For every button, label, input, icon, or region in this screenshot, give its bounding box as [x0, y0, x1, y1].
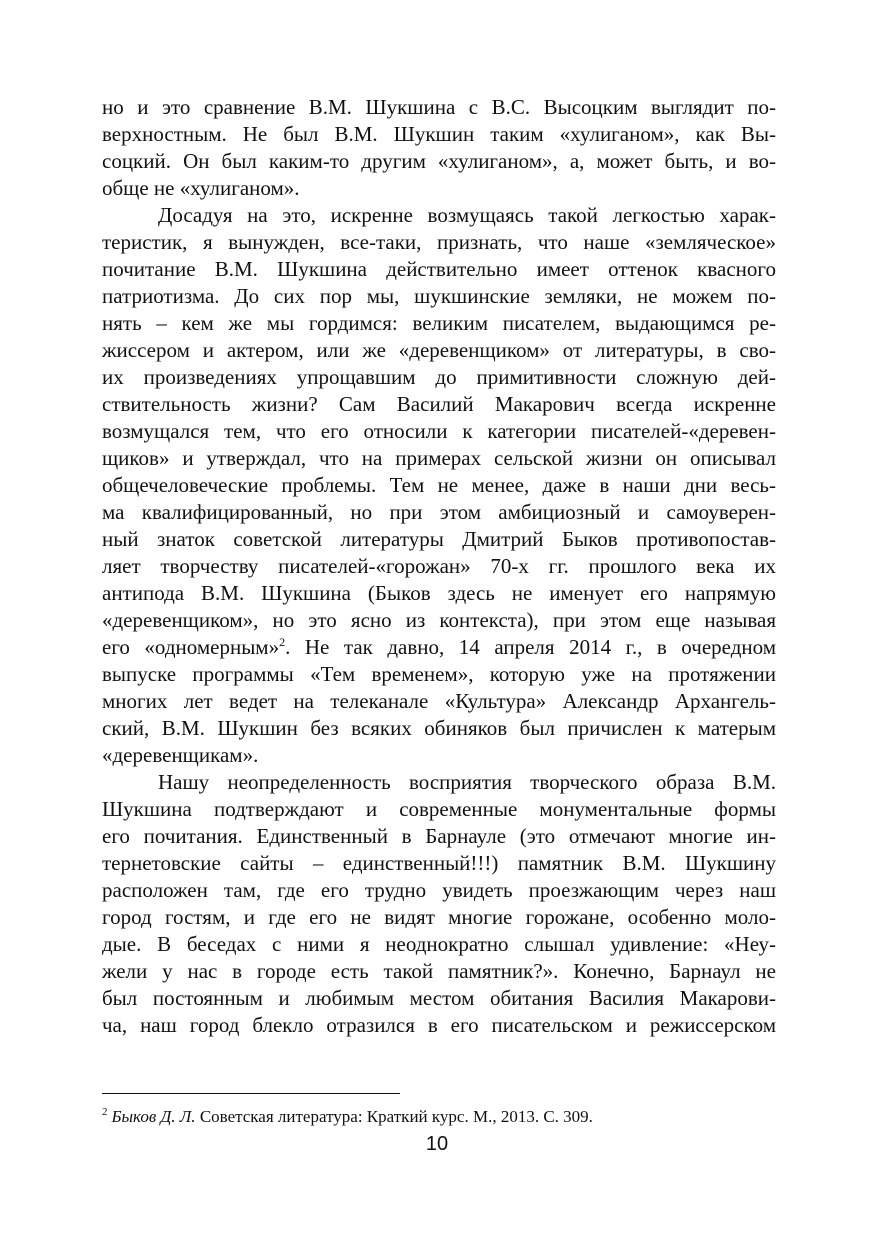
paragraph-2 — [102, 202, 776, 769]
text-line: многих лет ведет на телеканале «Культура» Александр Архангель- — [102, 689, 776, 713]
text-line: ча, наш город блекло отразился в его писательском и режиссерском — [102, 1013, 776, 1037]
text-line: обще не «хулиганом». — [102, 176, 300, 200]
text-line: но и это сравнение В.М. Шукшина с В.С. Высоцким выглядит по- — [102, 95, 776, 119]
text-fragment: его «одномерным» — [102, 635, 280, 659]
text-line: жиссером и актером, или же «деревенщиком» от литературы, в сво- — [102, 338, 776, 362]
text-line: антипода В.М. Шукшина (Быков здесь не именует его напрямую — [102, 581, 776, 605]
text-line: их произведениях упрощавшим до примитивности сложную дей- — [102, 365, 776, 389]
text-line: был постоянным и любимым местом обитания Василия Макарови- — [102, 986, 776, 1010]
footnote-marker[interactable]: 2 — [279, 635, 286, 649]
text-line: его почитания. Единственный в Барнауле (это отмечают многие ин- — [102, 824, 776, 848]
page-number: 10 — [425, 1133, 449, 1155]
text-line: Шукшина подтверждают и современные монументальные формы — [102, 797, 776, 821]
text-line — [102, 634, 776, 661]
text-line: ствительность жизни? Сам Василий Макарович всегда искренне — [102, 392, 776, 416]
text-line: ский, В.М. Шукшин без всяких обиняков был причислен к матерым — [102, 716, 776, 740]
text-line: нять – кем же мы гордимся: великим писателем, выдающимся ре- — [102, 311, 776, 335]
text-line: почитание В.М. Шукшина действительно имеет оттенок квасного — [102, 257, 776, 281]
text-line: тернетовские сайты – единственный!!!) памятник В.М. Шукшину — [102, 851, 776, 875]
text-line: дые. В беседах с ними я неоднократно слышал удивление: «Неу- — [102, 932, 776, 956]
text-line: ный знаток советской литературы Дмитрий Быков противопостав- — [102, 527, 776, 551]
text-line: щиков» и утверждал, что на примерах сельской жизни он описывал — [102, 446, 776, 470]
main-text — [102, 94, 776, 1039]
footnote-divider — [102, 1093, 400, 1094]
text-line: город гостям, и где его не видят многие горожане, особенно моло- — [102, 905, 776, 929]
text-line: выпуске программы «Тем временем», которую уже на протяжении — [102, 662, 776, 686]
footnote-number: 2 — [102, 1106, 108, 1118]
text-line: Нашу неопределенность восприятия творческого образа В.М. — [158, 770, 776, 794]
text-line: верхностным. Не был В.М. Шукшин таким «хулиганом», как Вы- — [102, 122, 776, 146]
text-line: жели у нас в городе есть такой памятник?». Конечно, Барнаул не — [102, 959, 776, 983]
text-line: соцкий. Он был каким-то другим «хулиганом», а, может быть, и во- — [102, 149, 776, 173]
footnote-author: Быков Д. Л. — [111, 1107, 196, 1126]
footnote-text: Советская литература: Краткий курс. М., 2013. С. 309. — [195, 1107, 593, 1126]
footnote — [102, 1105, 593, 1129]
text-line: патриотизма. До сих пор мы, шукшинские земляки, не можем по- — [102, 284, 776, 308]
text-line: «деревенщиком», но это ясно из контекста), при этом еще называя — [102, 608, 776, 632]
text-line: общечеловеческие проблемы. Тем не менее, даже в наши дни весь- — [102, 473, 776, 497]
paragraph-1 — [102, 94, 776, 202]
text-line: возмущался тем, что его относили к категории писателей-«деревен- — [102, 419, 776, 443]
text-line: Досадуя на это, искренне возмущаясь такой легкостью харак- — [158, 203, 776, 227]
text-line: «деревенщикам». — [102, 743, 259, 767]
paragraph-3 — [102, 769, 776, 1039]
text-line: ляет творчеству писателей-«горожан» 70-х гг. прошлого века их — [102, 554, 776, 578]
text-line: ма квалифицированный, но при этом амбициозный и самоуверен- — [102, 500, 776, 524]
text-fragment: . Не так давно, 14 апреля 2014 г., в очередном — [285, 635, 777, 659]
text-line: теристик, я вынужден, все-таки, признать, что наше «земляческое» — [102, 230, 776, 254]
text-line: расположен там, где его трудно увидеть проезжающим через наш — [102, 878, 776, 902]
